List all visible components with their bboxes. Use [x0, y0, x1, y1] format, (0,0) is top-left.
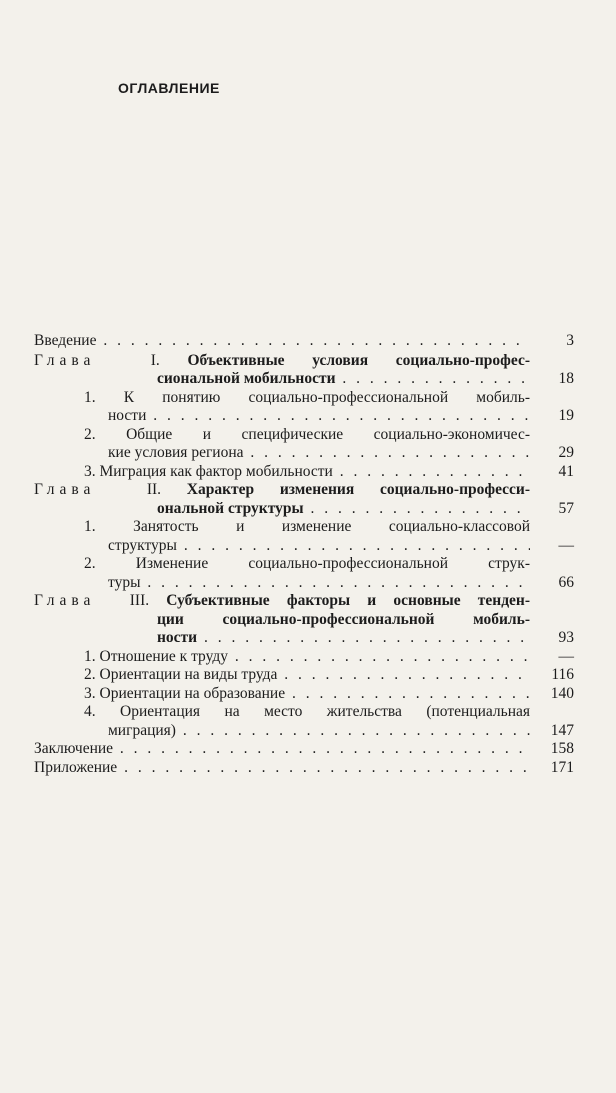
toc-entry-3-3[interactable]: 3. Ориентации на образование . . . 140 — [34, 685, 574, 704]
toc-page-number: 66 — [558, 573, 574, 591]
toc-page-number: 140 — [550, 684, 574, 702]
toc-entry-3-2[interactable]: 2. Ориентации на виды труда . . . 116 — [34, 666, 574, 685]
toc-entry-conclusion[interactable]: Заключение . . . 158 — [34, 740, 574, 759]
toc-page-number: 3 — [566, 332, 574, 349]
page-title: ОГЛАВЛЕНИЕ — [118, 80, 220, 96]
toc-entry-chapter-1-cont[interactable]: сиональной мобильности . . . 18 — [34, 370, 574, 389]
toc-page-number: — — [558, 536, 574, 554]
toc-entry-appendix[interactable]: Приложение . . . 171 — [34, 759, 574, 778]
table-of-contents — [34, 332, 574, 777]
toc-entry-3-4[interactable]: 4. Ориентация на место жительства (потенциальная — [84, 703, 530, 720]
toc-page-number: 29 — [558, 444, 574, 461]
toc-page-number: 158 — [550, 740, 574, 757]
toc-entry-label: Введение — [34, 332, 97, 349]
toc-page-number: 57 — [558, 499, 574, 517]
toc-entry-2-2[interactable]: 2. Изменение социально-профессиональной струк- — [84, 555, 530, 572]
toc-page-number: 116 — [551, 666, 574, 683]
toc-entry-1-2[interactable]: 2. Общие и специфические социально-экономичес- — [84, 425, 530, 443]
toc-page-number: 41 — [558, 462, 574, 480]
toc-entry-label: Субъективные факторы и основные тенден- — [166, 592, 531, 609]
toc-entry-chapter-3-cont[interactable]: ции социально-профессиональной мобиль- — [157, 610, 530, 628]
toc-entry-label: Объективные условия социально-профес- — [187, 351, 531, 369]
toc-entry-1-1[interactable]: 1. К понятию социально-профессиональной мобиль- — [84, 388, 530, 406]
toc-entry-chapter-2-cont[interactable]: ональной структуры . . . 57 — [34, 500, 574, 519]
chapter-prefix: Глава — [34, 351, 96, 369]
toc-entry-1-1-cont[interactable]: ности . . . 19 — [34, 407, 574, 426]
toc-entry-label: Характер изменения социально-професси- — [186, 481, 531, 498]
toc-page-number: 19 — [558, 407, 574, 424]
toc-entry-intro[interactable] — [34, 332, 574, 351]
toc-entry-chapter-2[interactable]: Глава II. Характер изменения социально-професси- — [34, 481, 531, 498]
toc-entry-chapter-3[interactable]: Глава III. Субъективные факторы и основные тенден- — [34, 592, 531, 609]
chapter-prefix: Глава — [34, 592, 96, 609]
toc-page-number: 93 — [558, 629, 574, 646]
toc-entry-2-2-cont[interactable]: туры . . . 66 — [34, 574, 574, 593]
toc-entry-2-1[interactable]: 1. Занятость и изменение социально-классовой — [84, 518, 530, 535]
toc-entry-2-1-cont[interactable]: структуры . . . — — [34, 537, 574, 556]
toc-page-number: 171 — [550, 758, 574, 776]
toc-page-number: 18 — [558, 370, 574, 387]
toc-entry-chapter-1[interactable]: Глава I. Объективные условия социально-профес- — [34, 351, 531, 369]
chapter-prefix: Глава — [34, 481, 96, 498]
toc-entry-chapter-3-cont2[interactable]: ности . . . 93 — [34, 629, 574, 648]
toc-page-number: 147 — [550, 721, 574, 739]
toc-entry-3-4-cont[interactable]: миграция) . . . 147 — [34, 722, 574, 741]
toc-entry-3-1[interactable]: 1. Отношение к труду . . . — — [34, 648, 574, 667]
toc-entry-1-3[interactable]: 3. Миграция как фактор мобильности . . . 41 — [34, 463, 574, 482]
toc-entry-1-2-cont[interactable]: кие условия региона . . . 29 — [34, 444, 574, 463]
toc-page-number: — — [558, 647, 574, 665]
